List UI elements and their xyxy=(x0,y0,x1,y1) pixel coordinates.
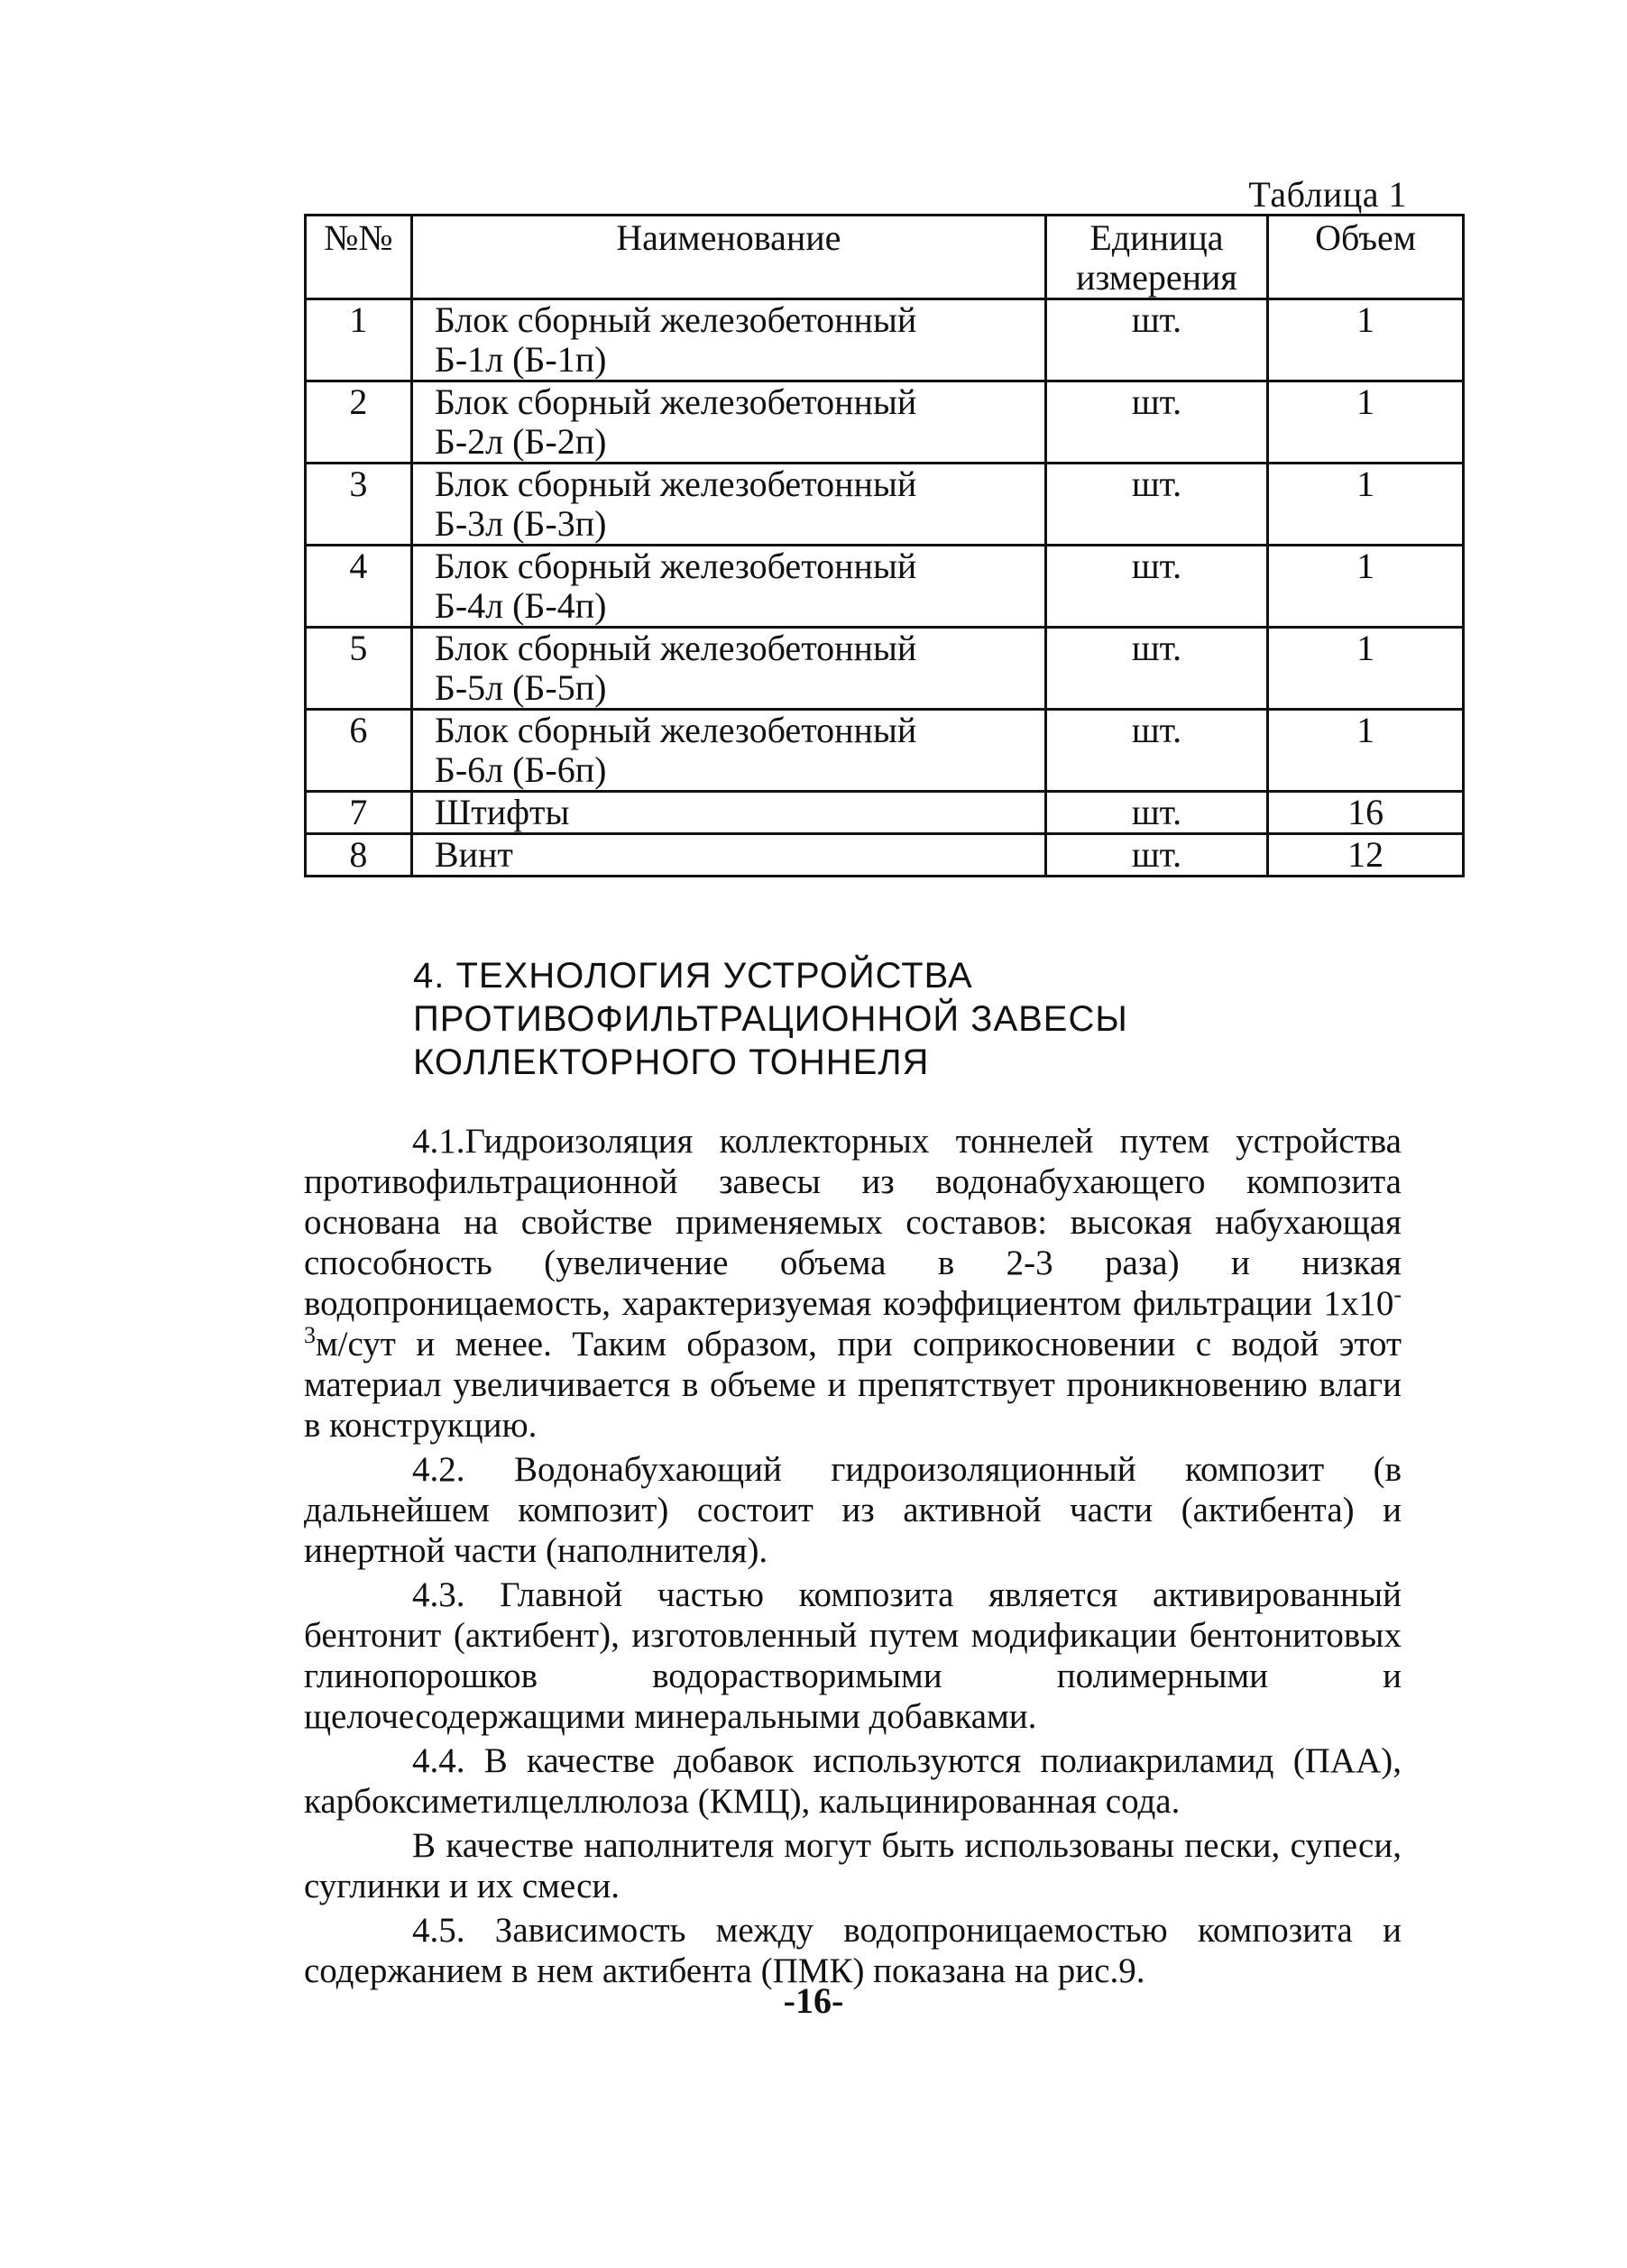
row-name xyxy=(411,710,1045,792)
header-unit-line1: Единица xyxy=(1089,217,1224,258)
table-row xyxy=(306,299,1464,381)
row-name-line1: Блок сборный железобетонный xyxy=(434,546,917,586)
row-name-line2: Б-1л (Б-1п) xyxy=(434,339,607,380)
row-volume: 1 xyxy=(1268,710,1464,792)
paragraph-4-5: 4.5. Зависимость между водопроницаемостью композита и содержанием в нем актибента (ПМК) показана на рис.9. xyxy=(304,1911,1402,1990)
row-unit: шт. xyxy=(1045,381,1267,464)
row-num: 5 xyxy=(306,628,412,710)
table-row xyxy=(306,710,1464,792)
row-num: 4 xyxy=(306,546,412,628)
row-name xyxy=(411,546,1045,628)
paragraph-4-4: 4.4. В качестве добавок используются полиакриламид (ПАА), карбоксиметилцеллюлоза (КМЦ), кальцинированная сода. xyxy=(304,1741,1402,1821)
section-title-line2: ПРОТИВОФИЛЬТРАЦИОННОЙ ЗАВЕСЫ xyxy=(413,999,1128,1039)
paragraph-4-1-part2: м/сут и менее. Таким образом, при соприкосновении с водой этот материал увеличивается в объеме и препятствует проникновению влаги в конструкцию. xyxy=(304,1325,1402,1445)
spec-table xyxy=(304,214,1465,877)
header-name: Наименование xyxy=(411,216,1045,299)
row-num: 3 xyxy=(306,464,412,546)
row-name-line2: Б-5л (Б-5п) xyxy=(434,667,607,708)
row-name xyxy=(411,381,1045,464)
section-title xyxy=(413,954,1405,1084)
table-row xyxy=(306,464,1464,546)
row-volume: 1 xyxy=(1268,299,1464,381)
row-volume: 16 xyxy=(1268,792,1464,834)
row-volume: 1 xyxy=(1268,381,1464,464)
table-header-row xyxy=(306,216,1464,299)
row-unit: шт. xyxy=(1045,792,1267,834)
header-num: №№ xyxy=(306,216,412,299)
row-name: Винт xyxy=(411,834,1045,877)
exponent: -3 xyxy=(304,1281,1402,1348)
table-row xyxy=(306,546,1464,628)
row-num: 6 xyxy=(306,710,412,792)
row-name: Штифты xyxy=(411,792,1045,834)
row-name xyxy=(411,299,1045,381)
table-row xyxy=(306,792,1464,834)
row-unit: шт. xyxy=(1045,628,1267,710)
row-name-line2: Б-6л (Б-6п) xyxy=(434,749,607,790)
section-title-line1: 4. ТЕХНОЛОГИЯ УСТРОЙСТВА xyxy=(413,956,973,996)
paragraph-filler: В качестве наполнителя могут быть использованы пески, супеси, суглинки и их смеси. xyxy=(304,1826,1402,1905)
row-unit: шт. xyxy=(1045,299,1267,381)
table-row xyxy=(306,834,1464,877)
section-title-line3: КОЛЛЕКТОРНОГО ТОННЕЛЯ xyxy=(413,1042,930,1082)
row-num: 7 xyxy=(306,792,412,834)
body-text xyxy=(304,1121,1402,1991)
row-unit: шт. xyxy=(1045,546,1267,628)
table-row xyxy=(306,381,1464,464)
row-name-line1: Блок сборный железобетонный xyxy=(434,299,917,340)
row-name-line1: Блок сборный железобетонный xyxy=(434,710,917,750)
header-unit-line2: измерения xyxy=(1076,257,1237,298)
row-name xyxy=(411,464,1045,546)
row-name-line1: Блок сборный железобетонный xyxy=(434,381,917,422)
row-unit: шт. xyxy=(1045,834,1267,877)
row-volume: 12 xyxy=(1268,834,1464,877)
row-name-line2: Б-2л (Б-2п) xyxy=(434,421,607,462)
row-unit: шт. xyxy=(1045,464,1267,546)
row-num: 1 xyxy=(306,299,412,381)
row-num: 8 xyxy=(306,834,412,877)
header-volume: Объем xyxy=(1268,216,1464,299)
table-caption: Таблица 1 xyxy=(1248,174,1407,215)
row-name-line2: Б-4л (Б-4п) xyxy=(434,585,607,626)
table-row xyxy=(306,628,1464,710)
row-unit: шт. xyxy=(1045,710,1267,792)
row-name xyxy=(411,628,1045,710)
paragraph-4-1-part1: 4.1.Гидроизоляция коллекторных тоннелей путем устройства противофильтрационной завесы из водонабухающего композита основана на свойстве применяемых составов: высокая набухающая способность (увеличение объема в 2-3 раза) и низкая водопроницаемость, характеризуемая коэффициентом фильтрации 1х10 xyxy=(304,1122,1402,1323)
row-name-line2: Б-3л (Б-3п) xyxy=(434,503,607,544)
row-volume: 1 xyxy=(1268,628,1464,710)
paragraph-4-3: 4.3. Главной частью композита является активированный бентонит (актибент), изготовленный путем модификации бентонитовых глинопорошков водорастворимыми полимерными и щелочесодержащими минеральными добавками. xyxy=(304,1575,1402,1736)
row-name-line1: Блок сборный железобетонный xyxy=(434,628,917,668)
row-name-line1: Блок сборный железобетонный xyxy=(434,464,917,504)
paragraph-4-2: 4.2. Водонабухающий гидроизоляционный композит (в дальнейшем композит) состоит из активной части (актибента) и инертной части (наполнителя). xyxy=(304,1450,1402,1570)
page-number: -16- xyxy=(783,1980,844,2021)
paragraph-4-1 xyxy=(304,1121,1402,1446)
row-volume: 1 xyxy=(1268,464,1464,546)
row-volume: 1 xyxy=(1268,546,1464,628)
header-unit xyxy=(1045,216,1267,299)
row-num: 2 xyxy=(306,381,412,464)
